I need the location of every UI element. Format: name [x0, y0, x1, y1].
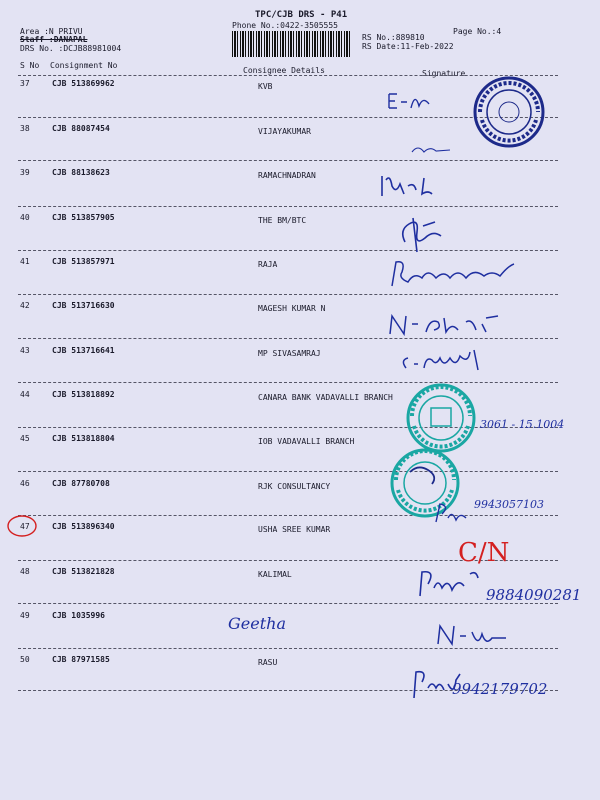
row-consignment: CJB 513857905 — [52, 213, 115, 222]
row-sno: 49 — [20, 611, 30, 620]
signature-row-49 — [434, 622, 514, 650]
drs-number: DRS No. :DCJB88981004 — [20, 44, 122, 53]
row-divider — [18, 603, 558, 604]
row-consignee: USHA SREE KUMAR — [258, 525, 331, 534]
row-consignment: CJB 1035996 — [52, 611, 105, 620]
row-divider — [18, 250, 558, 251]
page-number: Page No.:4 — [453, 27, 502, 36]
row-consignee: RAMACHNADRAN — [258, 171, 316, 180]
signature-row-42 — [386, 310, 506, 340]
phone-handwritten-50: 9942179702 — [452, 680, 548, 698]
row-consignment: CJB 513716630 — [52, 301, 115, 310]
row-sno: 38 — [20, 124, 30, 133]
row-consignee: RAJA — [258, 260, 278, 269]
row-sno: 46 — [20, 479, 30, 488]
canara-bank-stamp — [404, 380, 478, 456]
row-sno: 45 — [20, 434, 30, 443]
signature-row-41 — [388, 256, 528, 292]
phone-handwritten-48: 9884090281 — [486, 586, 582, 604]
signature-row-38 — [410, 142, 470, 158]
handwritten-note-45: 3061 - 15.1004 — [480, 418, 565, 431]
row-consignment: CJB 87780708 — [52, 479, 110, 488]
row-consignment: CJB 88087454 — [52, 124, 110, 133]
document-title: TPC/CJB DRS - P41 — [255, 10, 348, 20]
column-consignment: Consignment No — [50, 61, 118, 70]
row-sno: 40 — [20, 213, 30, 222]
barcode — [232, 31, 352, 57]
signature-row-40 — [395, 212, 455, 256]
row-consignee: MP SIVASAMRAJ — [258, 349, 321, 358]
rs-date: RS Date:11-Feb-2022 — [362, 42, 454, 51]
signature-row-43 — [398, 346, 498, 376]
row-consignment: CJB 88138623 — [52, 168, 110, 177]
area-label: Area :N PRIVU — [20, 27, 83, 36]
row-sno: 50 — [20, 655, 30, 664]
row-consignment: CJB 513818804 — [52, 434, 115, 443]
row-divider — [18, 294, 558, 295]
row-consignment: CJB 513896340 — [52, 522, 115, 531]
handwritten-name-49: Geetha — [228, 614, 286, 633]
row-sno: 42 — [20, 301, 30, 310]
signature-row-39 — [378, 172, 448, 202]
staff-label: Staff :DANAPAL — [20, 35, 88, 44]
red-circle-mark — [4, 512, 40, 540]
bank-seal-stamp — [470, 72, 548, 152]
row-consignee: KVB — [258, 82, 273, 91]
row-consignment: CJB 513869962 — [52, 79, 115, 88]
row-consignee: KALIMAL — [258, 570, 292, 579]
row-divider — [18, 515, 558, 516]
row-consignment: CJB 513857971 — [52, 257, 115, 266]
row-consignee: IOB VADAVALLI BRANCH — [258, 437, 355, 446]
row-consignment: CJB 513716641 — [52, 346, 115, 355]
rs-number: RS No.:889810 — [362, 33, 425, 42]
row-sno: 41 — [20, 257, 30, 266]
row-consignee: RASU — [258, 658, 278, 667]
row-consignment: CJB 513818892 — [52, 390, 115, 399]
row-sno: 37 — [20, 79, 30, 88]
row-sno: 43 — [20, 346, 30, 355]
signature-row-46 — [432, 500, 472, 528]
phone-number: Phone No.:0422-3505555 — [232, 21, 338, 30]
row-consignee: MAGESH KUMAR N — [258, 304, 326, 313]
row-sno: 39 — [20, 168, 30, 177]
phone-handwritten-46: 9943057103 — [474, 498, 544, 511]
signature-row-37 — [385, 88, 465, 118]
row-divider — [18, 160, 558, 161]
row-consignee: VIJAYAKUMAR — [258, 127, 311, 136]
column-signature: Signature — [422, 69, 466, 78]
row-consignment: CJB 513821828 — [52, 567, 115, 576]
row-consignee: CANARA BANK VADAVALLI BRANCH — [258, 393, 393, 402]
signature-row-48 — [412, 566, 492, 602]
row-sno: 44 — [20, 390, 30, 399]
row-sno: 47 — [20, 522, 30, 531]
row-sno: 48 — [20, 567, 30, 576]
row-consignment: CJB 87971585 — [52, 655, 110, 664]
column-sno: S No — [20, 61, 40, 70]
row-divider — [18, 206, 558, 207]
row-consignee: THE BM/BTC — [258, 216, 307, 225]
cn-red-mark: C/N — [458, 538, 510, 568]
column-consignee: Consignee Details — [243, 66, 325, 75]
row-divider — [18, 471, 558, 472]
row-consignee: RJK CONSULTANCY — [258, 482, 331, 491]
